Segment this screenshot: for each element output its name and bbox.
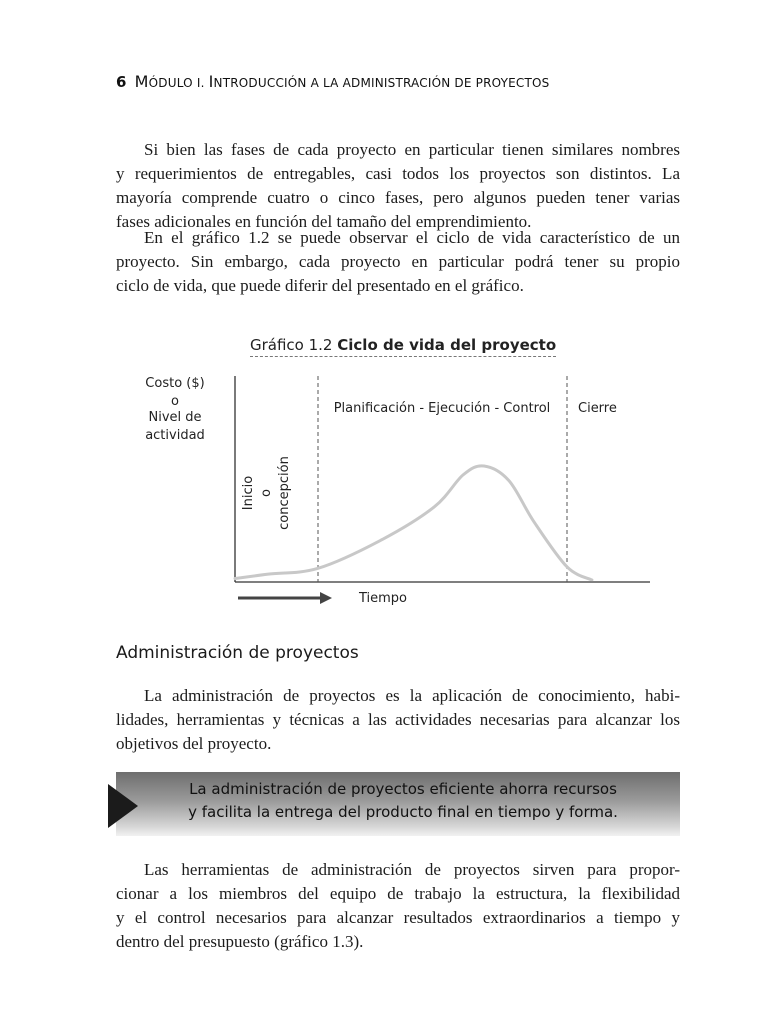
text-line: En el gráfico 1.2 se puede observar el ciclo de vida característico de un — [144, 228, 680, 247]
text-line: fases adicionales en función del tamaño del emprendimiento. — [116, 212, 532, 231]
section-heading: Administración de proyectos — [116, 643, 359, 663]
phase-label-initiation-line: o — [259, 489, 274, 497]
chapter-title: NTRODUCCIÓN A LA ADMINISTRACIÓN DE PROYECTOS — [213, 76, 550, 90]
text-line: mayoría comprende cuatro o cinco fases, pero algunos pueden tener varias — [116, 188, 680, 207]
chart-title-prefix: Gráfico 1.2 — [250, 336, 333, 354]
phase-label-closing: Cierre — [578, 401, 617, 416]
highlight-callout — [116, 772, 680, 836]
text-line: objetivos del proyecto. — [116, 734, 272, 753]
text-line: Si bien las fases de cada proyecto en particular tienen similares nombres — [144, 140, 680, 159]
y-axis-label-line: o — [171, 394, 179, 409]
text-line: proyecto. Sin embargo, cada proyecto en particular podrá tener su propio — [116, 252, 680, 271]
chapter-initial: I — [208, 72, 214, 91]
time-arrow-head — [320, 592, 332, 604]
text-line: ciclo de vida, que puede diferir del presentado en el gráfico. — [116, 276, 524, 295]
text-line: dentro del presupuesto (gráfico 1.3). — [116, 932, 364, 951]
module-label: ÓDULO I. — [148, 76, 209, 90]
text-line: y requerimientos de entregables, casi todos los proyectos son distintos. La — [116, 164, 680, 183]
text-line: cionar a los miembros del equipo de trabajo la estructura, la flexibilidad — [116, 884, 680, 903]
callout-line: La administración de proyectos eficiente ahorra recursos — [189, 780, 617, 798]
paragraph-definition — [116, 684, 680, 756]
y-axis-label-line: actividad — [145, 428, 205, 443]
chart-title-main: Ciclo de vida del proyecto — [337, 336, 557, 354]
callout-line: y facilita la entrega del producto final en tiempo y forma. — [188, 803, 618, 821]
y-axis-label-line: Nivel de — [148, 410, 202, 425]
page-number: 6 — [116, 73, 127, 91]
callout-arrow-icon — [108, 784, 138, 828]
paragraph-tools — [116, 858, 680, 954]
text-line: lidades, herramientas y técnicas a las actividades necesarias para alcanzar los — [116, 710, 680, 729]
module-initial: M — [134, 72, 149, 91]
callout-text — [166, 778, 640, 824]
text-line: Las herramientas de administración de proyectos sirven para propor- — [144, 860, 680, 879]
text-line: y el control necesarios para alcanzar resultados extraordinarios a tiempo y — [116, 908, 680, 927]
phase-label-planning: Planificación - Ejecución - Control — [333, 401, 551, 416]
x-axis-label: Tiempo — [358, 591, 408, 606]
phase-label-initiation-line: Inicio — [241, 475, 256, 511]
y-axis-label-line: Costo ($) — [145, 376, 205, 391]
text-line: La administración de proyectos es la aplicación de conocimiento, habi- — [144, 686, 680, 705]
phase-label-initiation-line: concepción — [277, 456, 292, 530]
